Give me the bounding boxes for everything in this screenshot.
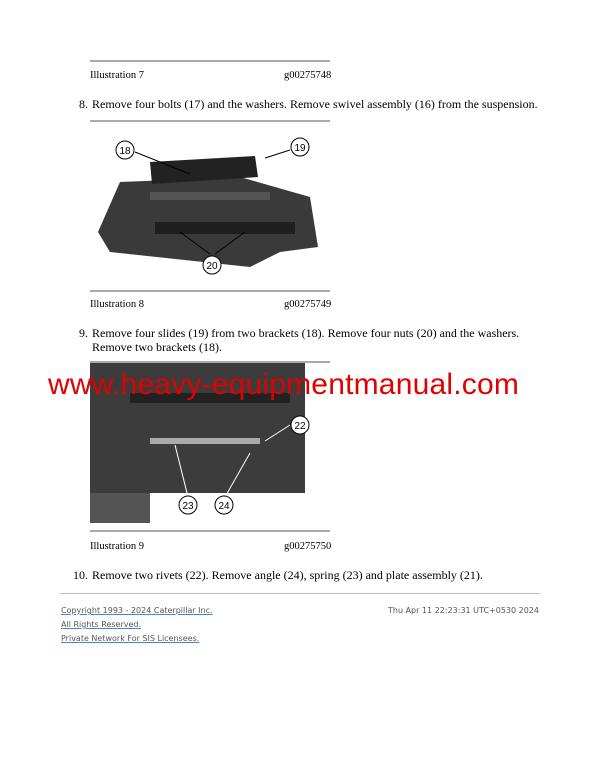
- illustration-code: g00275749: [284, 299, 332, 310]
- copyright-link[interactable]: [61, 606, 213, 615]
- step-text-continued: Remove two brackets (18).: [92, 340, 222, 354]
- rights-link-text[interactable]: All Rights Reserved.: [61, 620, 142, 629]
- step-number: 8.: [79, 97, 88, 111]
- divider: [90, 60, 330, 62]
- illustration-code: g00275750: [284, 541, 332, 552]
- step-text: Remove two rivets (22). Remove angle (24), spring (23) and plate assembly (21).: [92, 568, 483, 582]
- footer-divider: [60, 593, 540, 594]
- callout-22: 22: [294, 421, 306, 432]
- illustration-8-image: [90, 122, 330, 288]
- callout-24: 24: [218, 501, 230, 512]
- callout-23: 23: [182, 501, 194, 512]
- private-network-link[interactable]: [61, 634, 199, 643]
- illustration-label: Illustration 7: [90, 70, 144, 81]
- step-number: 9.: [79, 326, 88, 340]
- callout-20: 20: [206, 261, 218, 272]
- step-text: Remove four bolts (17) and the washers. Remove swivel assembly (16) from the suspension.: [92, 97, 538, 111]
- step-text: Remove four slides (19) from two brackets (18). Remove four nuts (20) and the washers.: [92, 326, 520, 340]
- step-8: [72, 97, 538, 111]
- callout-19: 19: [294, 143, 306, 154]
- timestamp: Thu Apr 11 22:23:31 UTC+0530 2024: [388, 606, 539, 615]
- step-10: [68, 568, 483, 582]
- illustration-code: g00275748: [284, 70, 332, 81]
- illustration-label: Illustration 8: [90, 299, 144, 310]
- rights-link[interactable]: [61, 620, 141, 629]
- copyright-link-text[interactable]: Copyright 1993 - 2024 Caterpillar Inc.: [61, 606, 213, 615]
- divider: [90, 290, 330, 292]
- illustration-label: Illustration 9: [90, 541, 144, 552]
- callout-18: 18: [119, 146, 131, 157]
- divider: [90, 530, 330, 532]
- step-number: 10.: [73, 568, 88, 582]
- watermark: www.heavy-equipmentmanual.com: [48, 368, 520, 401]
- step-9: [72, 326, 519, 354]
- private-network-link-text[interactable]: Private Network For SIS Licensees.: [61, 634, 200, 643]
